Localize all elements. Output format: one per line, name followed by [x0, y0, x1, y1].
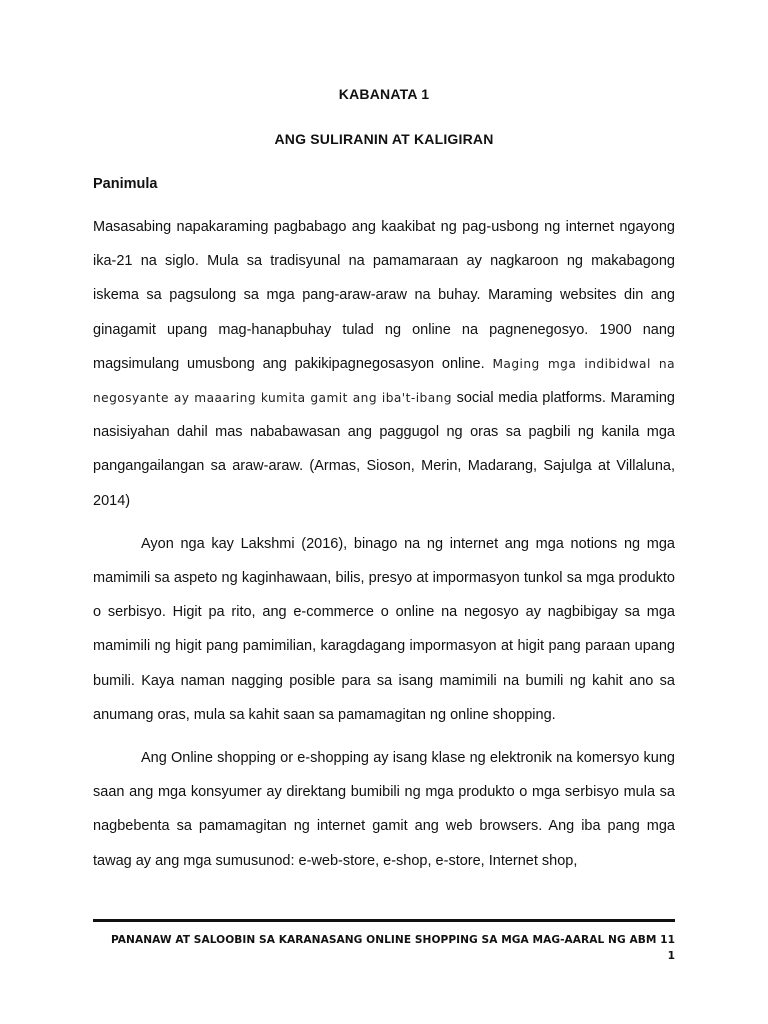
paragraph-online-shopping: Ang Online shopping or e-shopping ay isang klase ng elektronik na komersyo kung saan ang mga konsyumer ay direktang bumibili ng mga produkto o mga serbisyo mula sa nagbebenta sa pamamagitan ng internet gamit ang web browsers. Ang iba pang mga tawag ay ang mga sumusunod: e-web-store, e-shop, e-store, Internet shop, [93, 750, 675, 869]
section-heading: Panimula [93, 176, 158, 192]
document-body [93, 210, 675, 878]
paragraph-introduction [93, 210, 675, 518]
footer-running-title: PANANAW AT SALOOBIN SA KARANASANG ONLINE SHOPPING SA MGA MAG-AARAL NG ABM 11 [110, 934, 675, 946]
chapter-heading: KABANATA 1 [338, 86, 430, 102]
paragraph-text: Masasabing napakaraming pagbabago ang kaakibat ng pag-usbong ng internet ngayong ika-21 na siglo. Mula sa tradisyunal na pamamaraan ay nagkaroon ng makabagong iskema sa pagsulong sa mga pang-araw-araw na buhay. Maraming websites din ang ginagamit upang mag-hanapbuhay tulad ng online na pagnenegosyo. 1900 nang magsimulang umusbong ang pakikipagnegosasyon online. [93, 219, 675, 372]
chapter-title: ANG SULIRANIN AT KALIGIRAN [274, 131, 494, 147]
paragraph-text: social media platforms. Maraming nasisiyahan dahil mas nababawasan ang paggugol ng oras sa pagbili ng kanila mga pangangailangan sa araw-araw. (Armas, Sioson, Merin, Madarang, Sajulga at Villaluna, 2014) [93, 390, 675, 509]
footer-divider [93, 919, 675, 922]
paragraph-text-alt-font: Maging mga indibidwal na negosyante ay maaaring kumita gamit ang iba't-ibang [93, 356, 676, 406]
paragraph-lakshmi: Ayon nga kay Lakshmi (2016), binago na ng internet ang mga notions ng mga mamimili sa aspeto ng kaginhawaan, bilis, presyo at impormasyon tunkol sa mga produkto o serbisyo. Higit pa rito, ang e-commerce o online na negosyo ay nagbibigay sa mga mamimili ng higit pang pamimilian, karagdagang impormasyon at higit pang paraan upang bumili. Kaya naman nagging posible para sa isang mamimili na bumili ng kahit ano sa anumang oras, mula sa kahit saan sa pamamagitan ng online shopping. [93, 535, 675, 723]
page-number: 1 [667, 950, 675, 962]
